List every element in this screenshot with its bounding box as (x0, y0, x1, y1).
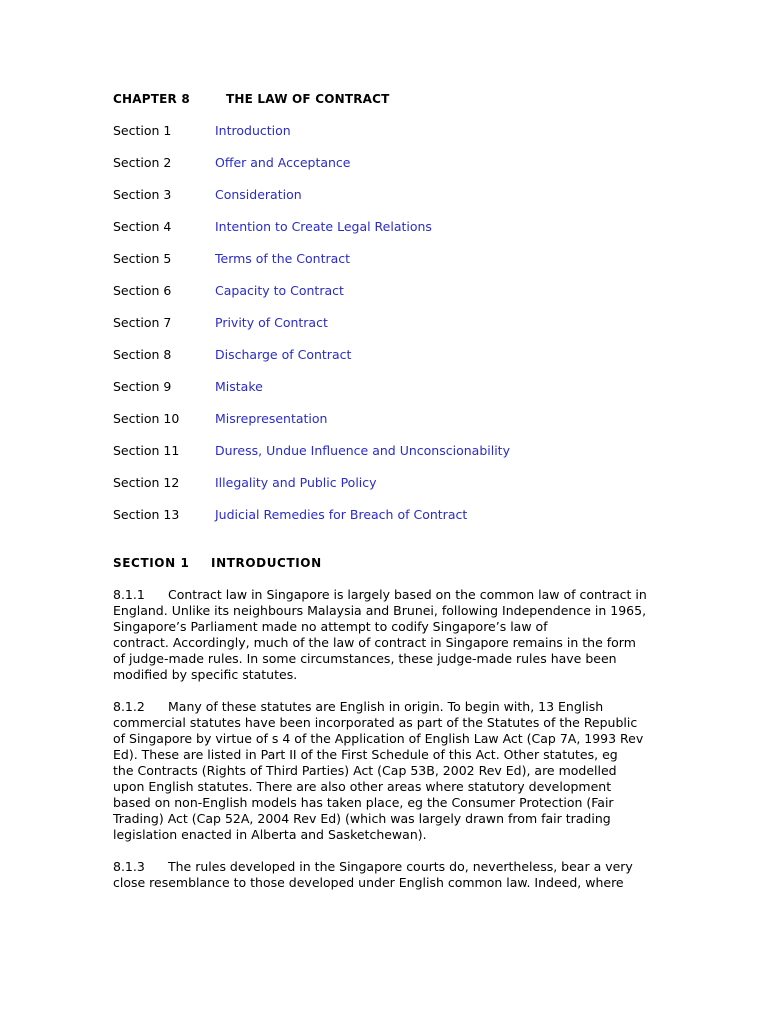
paragraph-line: of judge-made rules. In some circumstances, these judge-made rules have been (113, 651, 617, 666)
toc-row (113, 444, 673, 476)
paragraph-line: Many of these statutes are English in origin. To begin with, 13 English (168, 699, 604, 714)
paragraph-line: modified by specific statutes. (113, 667, 298, 682)
paragraph-line: upon English statutes. There are also other areas where statutory development (113, 779, 612, 794)
toc-section-number: Section 13 (113, 507, 180, 522)
toc-row (113, 188, 673, 220)
paragraph-8-1-1 (113, 587, 658, 683)
toc-link-intention-legal-relations[interactable]: Intention to Create Legal Relations (215, 219, 432, 234)
section-title: INTRODUCTION (211, 556, 322, 570)
paragraph-line: Contract law in Singapore is largely based on the common law of contract in (168, 587, 647, 602)
paragraph-line: contract. Accordingly, much of the law of contract in Singapore remains in the form (113, 635, 636, 650)
toc-section-number: Section 7 (113, 315, 172, 330)
chapter-heading (113, 92, 390, 106)
toc-row (113, 284, 673, 316)
toc-link-illegality[interactable]: Illegality and Public Policy (215, 475, 377, 490)
chapter-title: THE LAW OF CONTRACT (226, 92, 390, 106)
toc-row (113, 220, 673, 252)
section-heading (113, 556, 322, 570)
toc-link-consideration[interactable]: Consideration (215, 187, 302, 202)
toc-row (113, 476, 673, 508)
toc-link-introduction[interactable]: Introduction (215, 123, 291, 138)
toc-row (113, 156, 673, 188)
paragraph-8-1-2 (113, 699, 658, 843)
paragraph-line: commercial statutes have been incorporated as part of the Statutes of the Republic (113, 715, 638, 730)
toc-section-number: Section 5 (113, 251, 172, 266)
toc-row (113, 252, 673, 284)
toc-link-discharge-of-contract[interactable]: Discharge of Contract (215, 347, 352, 362)
paragraph-number: 8.1.1 (113, 587, 145, 602)
paragraph-line: the Contracts (Rights of Third Parties) Act (Cap 53B, 2002 Rev Ed), are modelled (113, 763, 617, 778)
toc-link-duress[interactable]: Duress, Undue Influence and Unconscionability (215, 443, 510, 458)
toc-link-misrepresentation[interactable]: Misrepresentation (215, 411, 328, 426)
toc-row (113, 348, 673, 380)
toc-section-number: Section 9 (113, 379, 172, 394)
section-number: SECTION 1 (113, 556, 190, 570)
paragraph-line: based on non-English models has taken place, eg the Consumer Protection (Fair (113, 795, 614, 810)
toc-section-number: Section 1 (113, 123, 172, 138)
chapter-number: CHAPTER 8 (113, 92, 190, 106)
toc-section-number: Section 12 (113, 475, 180, 490)
toc-row (113, 124, 673, 156)
paragraph-line: close resemblance to those developed under English common law. Indeed, where (113, 875, 624, 890)
toc-link-offer-and-acceptance[interactable]: Offer and Acceptance (215, 155, 351, 170)
toc-section-number: Section 3 (113, 187, 172, 202)
paragraph-line: of Singapore by virtue of s 4 of the Application of English Law Act (Cap 7A, 1993 Rev (113, 731, 644, 746)
toc-section-number: Section 8 (113, 347, 172, 362)
toc-row (113, 412, 673, 444)
toc-section-number: Section 4 (113, 219, 172, 234)
paragraph-line: England. Unlike its neighbours Malaysia and Brunei, following Independence in 1965, (113, 603, 647, 618)
toc-link-judicial-remedies[interactable]: Judicial Remedies for Breach of Contract (215, 507, 468, 522)
toc-link-mistake[interactable]: Mistake (215, 379, 263, 394)
toc-link-terms-of-contract[interactable]: Terms of the Contract (215, 251, 351, 266)
paragraph-number: 8.1.3 (113, 859, 145, 874)
toc-link-capacity-to-contract[interactable]: Capacity to Contract (215, 283, 344, 298)
toc-section-number: Section 11 (113, 443, 180, 458)
paragraph-number: 8.1.2 (113, 699, 145, 714)
paragraph-line: The rules developed in the Singapore courts do, nevertheless, bear a very (168, 859, 633, 874)
table-of-contents (113, 124, 673, 540)
paragraph-line: Ed). These are listed in Part II of the First Schedule of this Act. Other statutes, eg (113, 747, 618, 762)
paragraph-8-1-3 (113, 859, 658, 891)
paragraph-line: Singapore’s Parliament made no attempt to codify Singapore’s law of (113, 619, 548, 634)
toc-section-number: Section 2 (113, 155, 172, 170)
toc-row (113, 508, 673, 540)
toc-link-privity-of-contract[interactable]: Privity of Contract (215, 315, 328, 330)
paragraph-line: Trading) Act (Cap 52A, 2004 Rev Ed) (which was largely drawn from fair trading (113, 811, 611, 826)
toc-row (113, 316, 673, 348)
toc-row (113, 380, 673, 412)
toc-section-number: Section 6 (113, 283, 172, 298)
paragraph-line: legislation enacted in Alberta and Sasketchewan). (113, 827, 427, 842)
toc-section-number: Section 10 (113, 411, 180, 426)
body-text (113, 587, 658, 907)
